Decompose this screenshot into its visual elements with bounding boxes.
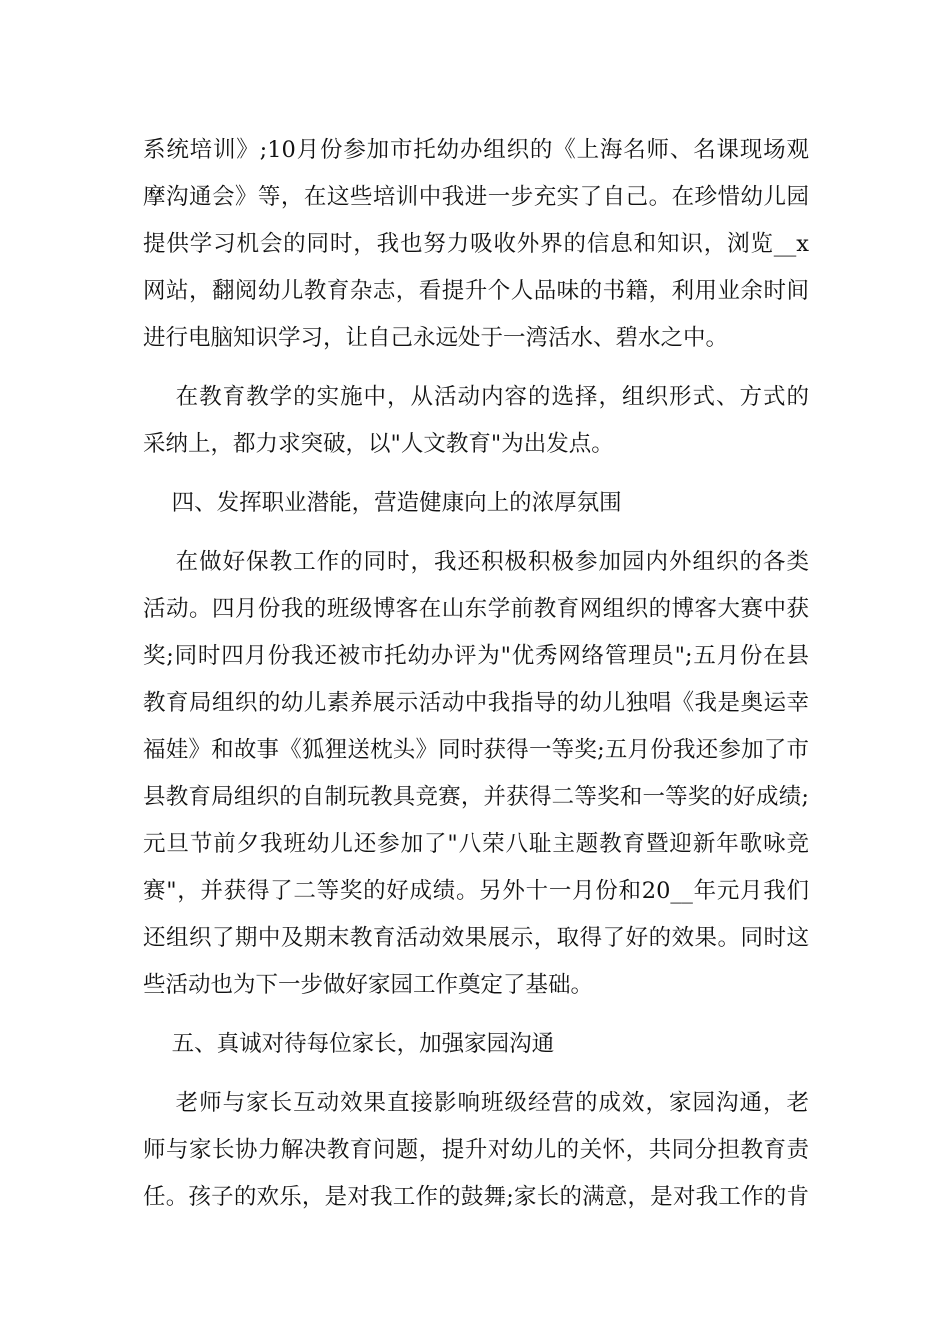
section-heading: 四、发挥职业潜能，营造健康向上的浓厚氛围 bbox=[143, 490, 622, 516]
text-line: 摩沟通会》等，在这些培训中我进一步充实了自己。在珍惜幼儿园 bbox=[143, 184, 809, 210]
paragraph-parent-communication bbox=[143, 1080, 809, 1221]
paragraph-activities bbox=[143, 539, 809, 1009]
text-line: 活动。四月份我的班级博客在山东学前教育网组织的博客大赛中获 bbox=[143, 596, 809, 622]
paragraph-training-summary bbox=[143, 127, 809, 362]
text-line: 在做好保教工作的同时，我还积极积极参加园内外组织的各类 bbox=[143, 549, 809, 575]
document-body bbox=[143, 127, 809, 1221]
text-line: 在教育教学的实施中，从活动内容的选择，组织形式、方式的 bbox=[143, 384, 809, 410]
text-line: 采纳上，都力求突破，以"人文教育"为出发点。 bbox=[143, 431, 614, 457]
text-line: 网站，翻阅幼儿教育杂志，看提升个人品味的书籍，利用业余时间 bbox=[143, 278, 809, 304]
text-line: 教育局组织的幼儿素养展示活动中我指导的幼儿独唱《我是奥运幸 bbox=[143, 690, 809, 716]
text-line: 元旦节前夕我班幼儿还参加了"八荣八耻主题教育暨迎新年歌咏竞 bbox=[143, 831, 809, 857]
text-line: 进行电脑知识学习，让自己永远处于一湾活水、碧水之中。 bbox=[143, 325, 729, 351]
text-line: 系统培训》;10月份参加市托幼办组织的《上海名师、名课现场观 bbox=[143, 137, 809, 163]
section-heading-four bbox=[143, 480, 809, 527]
text-line: 任。孩子的欢乐，是对我工作的鼓舞;家长的满意，是对我工作的肯 bbox=[143, 1184, 809, 1210]
text-line: 师与家长协力解决教育问题，提升对幼儿的关怀，共同分担教育责 bbox=[143, 1137, 809, 1163]
section-heading-five bbox=[143, 1021, 809, 1068]
text-line: 还组织了期中及期末教育活动效果展示，取得了好的效果。同时这 bbox=[143, 925, 809, 951]
text-line: 县教育局组织的自制玩教具竞赛，并获得二等奖和一等奖的好成绩; bbox=[143, 784, 809, 810]
text-line: 赛"，并获得了二等奖的好成绩。另外十一月份和20__年元月我们 bbox=[143, 878, 809, 904]
text-line: 福娃》和故事《狐狸送枕头》同时获得一等奖;五月份我还参加了市 bbox=[143, 737, 809, 763]
text-line: 提供学习机会的同时，我也努力吸收外界的信息和知识，浏览__x bbox=[143, 231, 809, 257]
text-line: 些活动也为下一步做好家园工作奠定了基础。 bbox=[143, 972, 594, 998]
text-line: 老师与家长互动效果直接影响班级经营的成效，家园沟通，老 bbox=[143, 1090, 809, 1116]
paragraph-teaching-practice bbox=[143, 374, 809, 468]
section-heading: 五、真诚对待每位家长，加强家园沟通 bbox=[143, 1031, 555, 1057]
text-line: 奖;同时四月份我还被市托幼办评为"优秀网络管理员";五月份在县 bbox=[143, 643, 809, 669]
